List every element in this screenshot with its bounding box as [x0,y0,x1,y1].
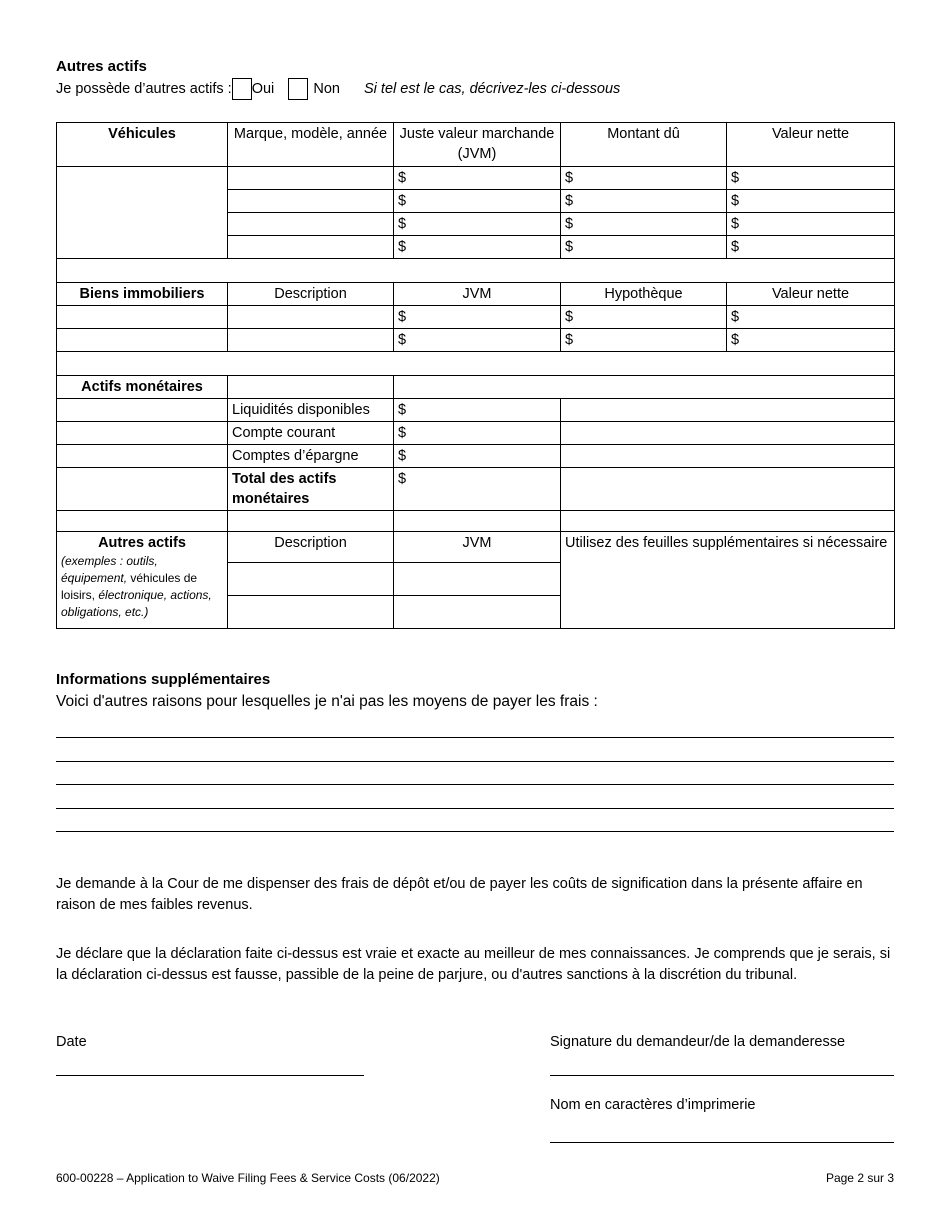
real-estate-net-input[interactable]: $ [727,306,895,329]
real-estate-label-cell [57,306,228,329]
examples-text-3: électronique, actions, obligations, etc.) [61,588,212,619]
other-assets-hint: Si tel est le cas, décrivez-les ci-dessous [364,81,621,97]
other-assets-col-description: Description [228,532,394,563]
yes-label: Oui [251,81,275,97]
vehicles-header: Véhicules [57,123,228,167]
savings-input[interactable]: $ [394,445,561,468]
monetary-blank [561,399,895,422]
other-assets-title: Autres actifs [56,58,147,75]
vehicles-col-owed: Montant dû [561,123,727,167]
vehicles-col-net: Valeur nette [727,123,895,167]
vehicle-make-input[interactable] [228,190,394,213]
real-estate-header: Biens immobiliers [57,283,228,306]
other-asset-fmv-input[interactable] [394,563,561,596]
other-assets-examples [61,553,223,621]
real-estate-fmv-input[interactable]: $ [394,329,561,352]
additional-info-title: Informations supplémentaires [56,671,271,688]
reason-line-5[interactable] [56,831,894,832]
real-estate-label-cell [57,329,228,352]
declaration-text: Je déclare que la déclaration faite ci-dessus est vraie et exacte au meilleur de mes connaissances. Je comprends que je serais, si la déclaration ci-dessus est fausse, passible de la peine de parjure, ou d'autres sanctions à la discrétion du tribunal. [56,946,891,983]
signature-label: Signature du demandeur/de la demanderesse [550,1034,846,1050]
cash-input[interactable]: $ [394,399,561,422]
page-number: Page 2 sur 3 [825,1171,894,1185]
reason-line-1[interactable] [56,737,894,738]
print-name-line[interactable] [550,1142,894,1143]
real-estate-description-input[interactable] [228,306,394,329]
real-estate-mortgage-input[interactable]: $ [561,329,727,352]
monetary-blank [561,422,895,445]
signature-line[interactable] [550,1075,894,1076]
spacer-row [57,259,895,283]
monetary-blank [57,422,228,445]
form-id: 600-00228 – Application to Waive Filing Fees & Service Costs (06/2022) [56,1171,440,1185]
vehicle-owed-input[interactable]: $ [561,213,727,236]
spacer-cell [228,511,394,532]
monetary-blank [57,468,228,511]
real-estate-mortgage-input[interactable]: $ [561,306,727,329]
vehicle-net-input[interactable]: $ [727,167,895,190]
vehicle-owed-input[interactable]: $ [561,167,727,190]
other-assets-question: Je possède d’autres actifs : [56,81,232,97]
vehicle-make-input[interactable] [228,167,394,190]
real-estate-description-input[interactable] [228,329,394,352]
monetary-blank [57,445,228,468]
assets-table [56,122,895,629]
vehicle-fmv-input[interactable]: $ [394,167,561,190]
savings-label: Comptes d’épargne [228,445,394,468]
vehicle-net-input[interactable]: $ [727,236,895,259]
other-asset-description-input[interactable] [228,563,394,596]
vehicles-col-fmv: Juste valeur marchande (JVM) [394,123,561,167]
reason-line-2[interactable] [56,761,894,762]
other-asset-fmv-input[interactable] [394,596,561,629]
date-line[interactable] [56,1075,364,1076]
vehicle-make-input[interactable] [228,236,394,259]
additional-info-prompt: Voici d'autres raisons pour lesquelles je n'ai pas les moyens de payer les frais : [56,693,598,710]
no-label: Non [313,81,340,97]
waiver-request-text: Je demande à la Cour de me dispenser des frais de dépôt et/ou de payer les coûts de signification dans la présente affaire en raison de mes faibles revenus. [56,876,863,913]
other-assets-question-row [56,78,620,100]
cash-label: Liquidités disponibles [228,399,394,422]
vehicle-fmv-input[interactable]: $ [394,213,561,236]
other-assets-note: Utilisez des feuilles supplémentaires si nécessaire [561,532,895,629]
no-checkbox[interactable] [288,78,308,100]
vehicle-owed-input[interactable]: $ [561,190,727,213]
vehicles-col-make: Marque, modèle, année [228,123,394,167]
checking-label: Compte courant [228,422,394,445]
real-estate-col-mortgage: Hypothèque [561,283,727,306]
monetary-total-label: Total des actifs monétaires [228,468,394,511]
vehicle-fmv-input[interactable]: $ [394,190,561,213]
reason-line-4[interactable] [56,808,894,809]
spacer-cell [57,511,228,532]
real-estate-net-input[interactable]: $ [727,329,895,352]
real-estate-fmv-input[interactable]: $ [394,306,561,329]
vehicles-label-cell [57,167,228,259]
monetary-header: Actifs monétaires [57,376,228,399]
monetary-header-span [394,376,895,399]
examples-text-1: (exemples : outils, équipement, [61,554,158,585]
checking-input[interactable]: $ [394,422,561,445]
vehicle-net-input[interactable]: $ [727,190,895,213]
other-assets-col-fmv: JVM [394,532,561,563]
real-estate-col-fmv: JVM [394,283,561,306]
reason-line-3[interactable] [56,784,894,785]
spacer-cell [394,511,561,532]
spacer-row [57,352,895,376]
monetary-header-blank [228,376,394,399]
monetary-blank [561,445,895,468]
print-name-label: Nom en caractères d’imprimerie [550,1097,756,1113]
monetary-blank [561,468,895,511]
real-estate-col-net: Valeur nette [727,283,895,306]
date-label: Date [56,1034,87,1050]
other-assets-header: Autres actifs [98,535,186,551]
real-estate-col-description: Description [228,283,394,306]
other-assets-label-cell [57,532,228,629]
vehicle-fmv-input[interactable]: $ [394,236,561,259]
monetary-total-input[interactable]: $ [394,468,561,511]
other-asset-description-input[interactable] [228,596,394,629]
examples-text-2: véhicules de loisirs, [61,571,198,602]
yes-checkbox[interactable] [232,78,252,100]
vehicle-net-input[interactable]: $ [727,213,895,236]
vehicle-owed-input[interactable]: $ [561,236,727,259]
vehicle-make-input[interactable] [228,213,394,236]
spacer-cell [561,511,895,532]
monetary-blank [57,399,228,422]
